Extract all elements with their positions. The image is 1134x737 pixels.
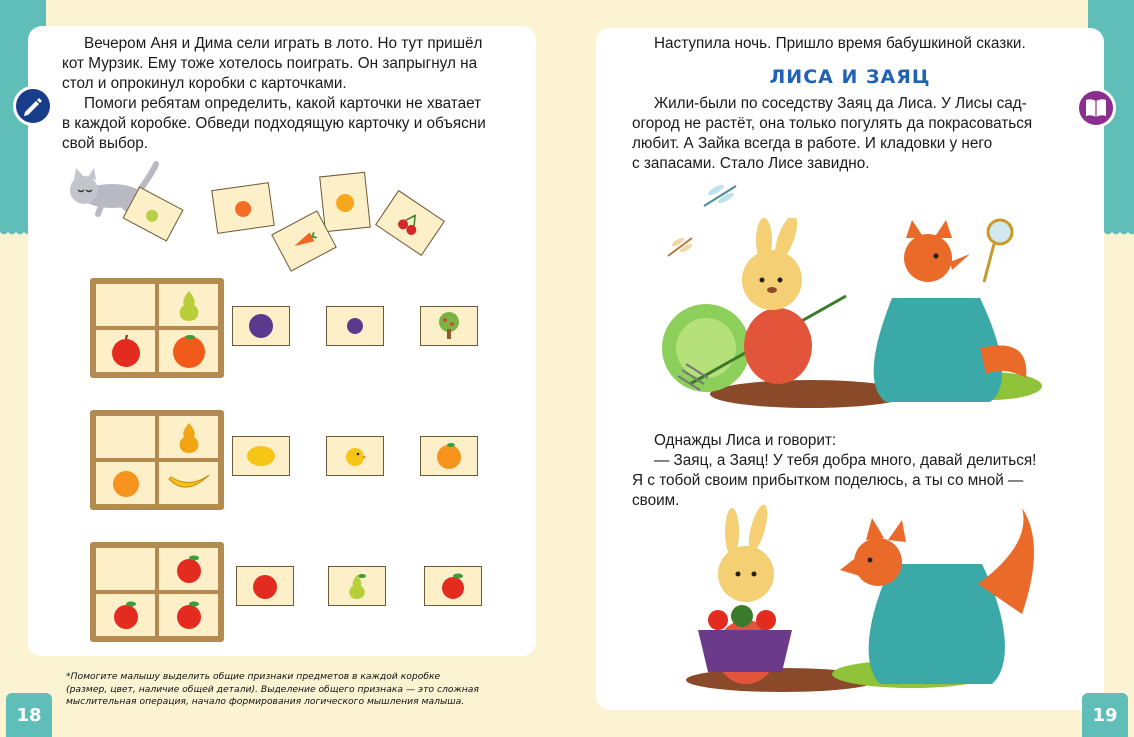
hare-and-fox-garden-illustration — [660, 218, 1044, 410]
story-line: Я с тобой своим прибытком поделюсь, а ты со мной — — [632, 472, 1024, 489]
story-line: Жили-были по соседству Заяц да Лиса. У Лисы сад- — [654, 95, 1027, 112]
story-paragraph-1 — [632, 94, 1072, 174]
parent-footnote — [66, 671, 526, 709]
pencil-icon — [13, 86, 53, 126]
story-line: с запасами. Стало Лисе завидно. — [632, 155, 870, 172]
box-cell-empty — [96, 284, 155, 326]
story-line: — Заяц, а Заяц! У тебя добра много, давай делиться! — [654, 452, 1037, 469]
scattered-card-tangerine — [211, 182, 275, 234]
option-card-chick[interactable] — [326, 436, 384, 476]
orange-icon — [96, 462, 155, 504]
lotto-box-1 — [90, 278, 224, 378]
box-cell-empty — [96, 548, 155, 590]
option-card-orange[interactable] — [420, 436, 478, 476]
hare-with-basket-and-fox-illustration — [662, 504, 1046, 698]
intro-line: Вечером Аня и Дима сели играть в лото. Но тут пришёл — [84, 35, 483, 52]
book-icon — [1076, 88, 1116, 128]
option-card-tree[interactable] — [420, 306, 478, 346]
dragonfly-icon — [700, 180, 742, 210]
pear-icon — [159, 416, 218, 458]
apple-icon — [96, 594, 155, 636]
apple-icon — [159, 548, 218, 590]
story-line: своим. — [632, 492, 680, 509]
story-line: любит. А Зайка всегда в работе. И кладовки у него — [632, 135, 993, 152]
footnote-line: (размер, цвет, наличие общей детали). Выделение общего признака — это сложная — [66, 683, 479, 695]
task-line: свой выбор. — [62, 135, 149, 152]
lotto-box-2 — [90, 410, 224, 510]
banana-icon — [159, 462, 218, 504]
intro-line: стол и опрокинул коробки с карточками. — [62, 75, 347, 92]
story-paragraph-2 — [632, 431, 1082, 511]
task-line: Помоги ребятам определить, какой карточки не хватает — [84, 95, 482, 112]
orange-icon — [159, 330, 218, 372]
option-card-small-plum[interactable] — [326, 306, 384, 346]
option-card-pear[interactable] — [328, 566, 386, 606]
apple-icon — [159, 594, 218, 636]
option-card-lemon[interactable] — [232, 436, 290, 476]
task-line: в каждой коробке. Обведи подходящую карточку и объясни — [62, 115, 486, 132]
footnote-line: мыслительная операция, начало формирования логического мышления малыша. — [66, 696, 465, 707]
page-number-right: 19 — [1082, 693, 1128, 737]
opening-line: Наступила ночь. Пришло время бабушкиной сказки. — [654, 35, 1026, 52]
scattered-card-orange — [319, 172, 371, 233]
option-card-plum[interactable] — [232, 306, 290, 346]
page-number-left: 18 — [6, 693, 52, 737]
pear-icon — [159, 284, 218, 326]
box-cell-empty — [96, 416, 155, 458]
option-card-apple-leaf[interactable] — [424, 566, 482, 606]
intro-line: кот Мурзик. Ему тоже хотелось поиграть. Он запрыгнул на — [62, 55, 478, 72]
story-line: Однажды Лиса и говорит: — [654, 432, 837, 449]
footnote-line: *Помогите малышу выделить общие признаки предметов в каждой коробке — [66, 671, 441, 682]
story-line: огород не растёт, она только погулять да покрасоваться — [632, 115, 1033, 132]
lotto-box-3 — [90, 542, 224, 642]
left-intro-text — [62, 34, 522, 154]
option-card-apple[interactable] — [236, 566, 294, 606]
story-title: ЛИСА И ЗАЯЦ — [769, 66, 931, 88]
apple-icon — [96, 330, 155, 372]
